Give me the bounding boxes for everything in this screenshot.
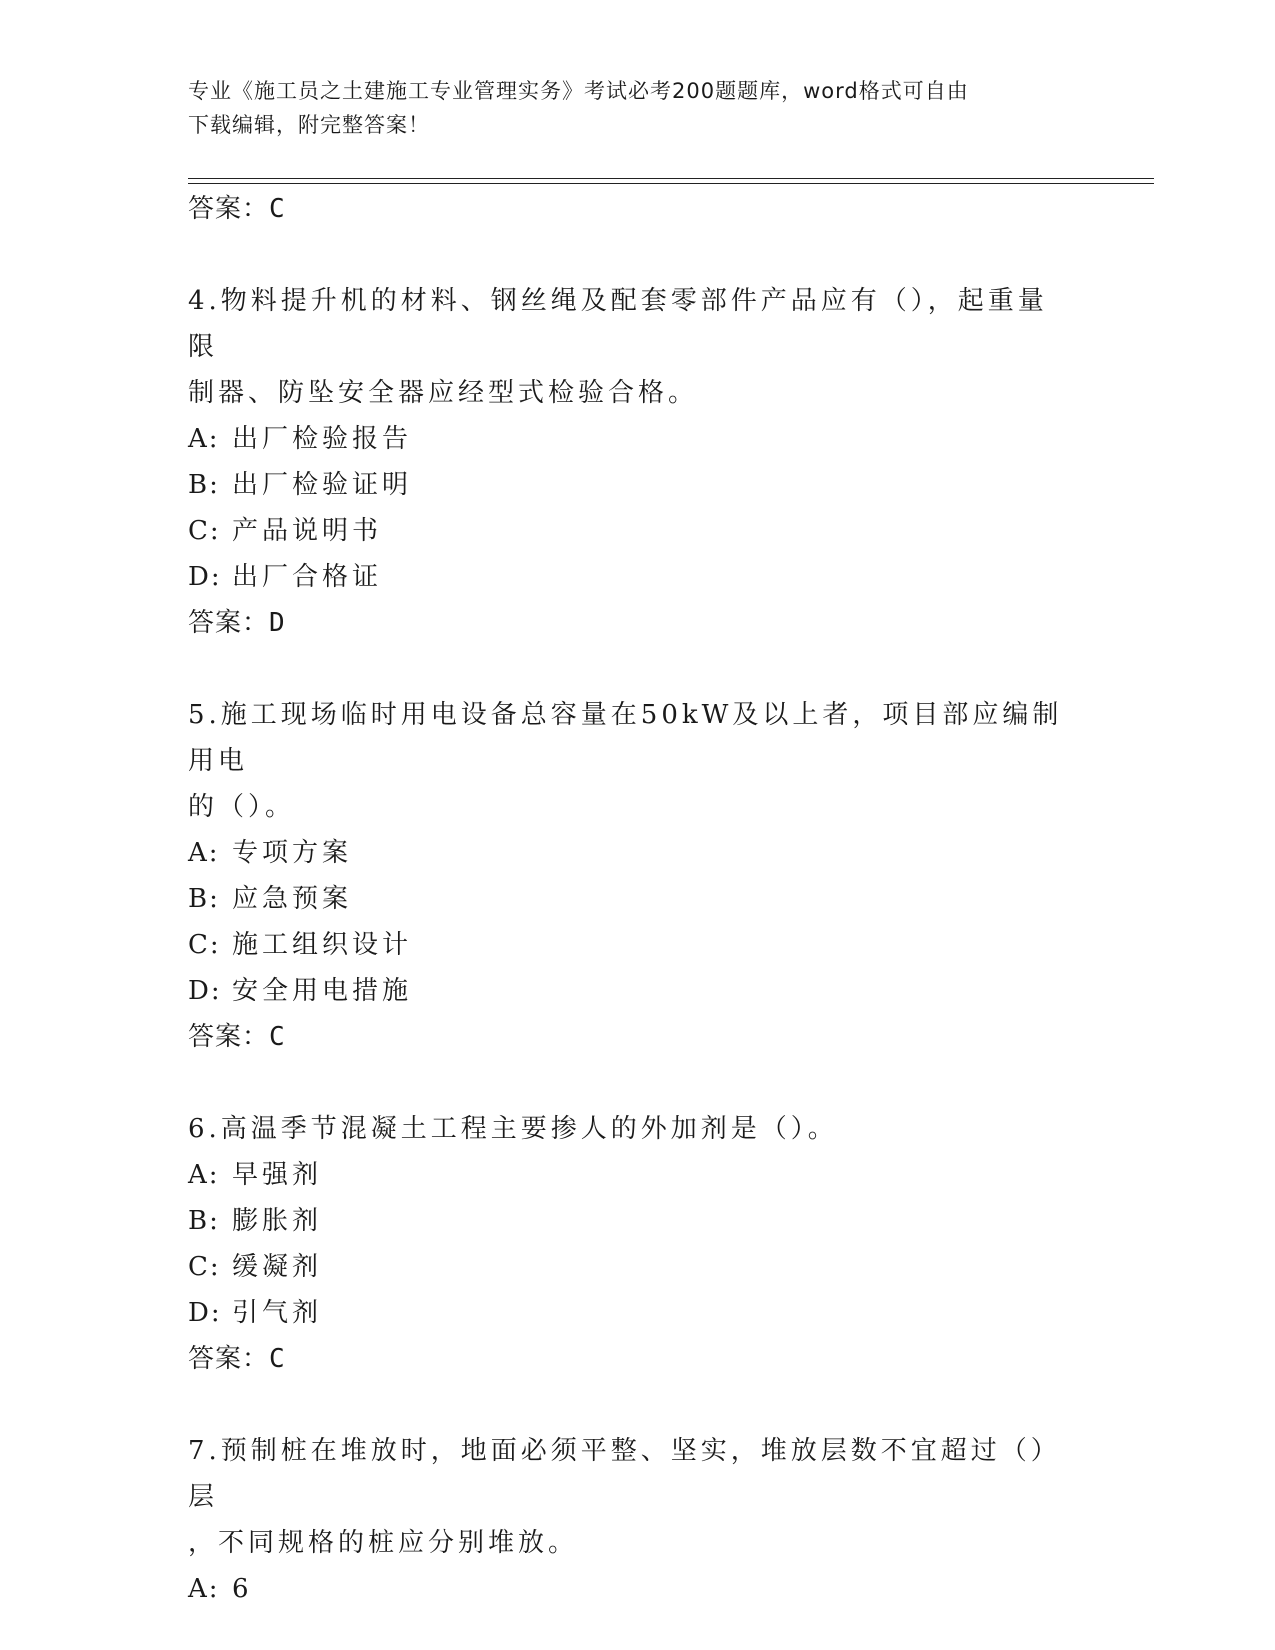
answer-value: D <box>269 608 286 638</box>
question-text-line: 的（）。 <box>188 792 296 822</box>
option-text: 安全用电措施 <box>232 976 413 1006</box>
option-a <box>188 416 1088 462</box>
option-text: 出厂检验报告 <box>232 424 413 454</box>
question-text-line: 7.预制桩在堆放时，地面必须平整、坚实，堆放层数不宜超过（）层 <box>188 1436 1061 1512</box>
option-b <box>188 876 1088 922</box>
question-5 <box>188 692 1088 1060</box>
question-text-line: 4.物料提升机的材料、钢丝绳及配套零部件产品应有（），起重量限 <box>188 286 1048 362</box>
option-key: C: <box>188 930 221 960</box>
option-key: B: <box>188 884 220 914</box>
question-list <box>188 186 1088 1612</box>
answer-label: 答案： <box>188 1022 270 1052</box>
option-key: A: <box>188 1160 220 1190</box>
option-text: 缓凝剂 <box>232 1252 323 1282</box>
answer-line <box>188 186 1088 232</box>
answer-line <box>188 600 1088 646</box>
option-text: 膨胀剂 <box>232 1206 323 1236</box>
question-6 <box>188 1106 1088 1382</box>
answer-label: 答案： <box>188 194 270 224</box>
option-text: 出厂检验证明 <box>232 470 413 500</box>
option-c <box>188 508 1088 554</box>
question-text-line: ，不同规格的桩应分别堆放。 <box>188 1528 579 1558</box>
option-a <box>188 1566 1088 1612</box>
header-line-2: 下载编辑，附完整答案！ <box>188 113 430 137</box>
question-4 <box>188 278 1088 646</box>
option-text: 专项方案 <box>232 838 353 868</box>
question-text <box>188 278 1068 416</box>
option-c <box>188 1244 1088 1290</box>
answer-line <box>188 1336 1088 1382</box>
header-line-1: 专业《施工员之土建施工专业管理实务》考试必考200题题库，word格式可自由 <box>188 79 969 103</box>
answer-value: C <box>269 1344 286 1374</box>
option-key: A: <box>188 838 220 868</box>
option-key: C: <box>188 516 221 546</box>
document-header <box>188 74 1088 142</box>
option-key: D: <box>188 562 222 592</box>
option-text: 6 <box>232 1574 253 1604</box>
question-text <box>188 1428 1068 1566</box>
option-key: D: <box>188 976 222 1006</box>
question-text <box>188 1106 1068 1152</box>
question-text-line: 5.施工现场临时用电设备总容量在50kW及以上者，项目部应编制用电 <box>188 700 1063 776</box>
question-7 <box>188 1428 1088 1612</box>
option-d <box>188 1290 1088 1336</box>
question-text-line: 制器、防坠安全器应经型式检验合格。 <box>188 378 699 408</box>
option-a <box>188 1152 1088 1198</box>
option-b <box>188 1198 1088 1244</box>
option-text: 应急预案 <box>232 884 353 914</box>
header-divider-bottom <box>188 183 1154 184</box>
option-key: C: <box>188 1252 221 1282</box>
option-text: 出厂合格证 <box>232 562 383 592</box>
question-text <box>188 692 1068 830</box>
answer-value: C <box>269 1022 286 1052</box>
option-key: A: <box>188 1574 220 1604</box>
option-text: 产品说明书 <box>232 516 383 546</box>
header-divider-top <box>188 178 1154 179</box>
option-key: A: <box>188 424 220 454</box>
option-text: 早强剂 <box>232 1160 323 1190</box>
option-a <box>188 830 1088 876</box>
answer-value: C <box>269 194 286 224</box>
question-text-line: 6.高温季节混凝土工程主要掺人的外加剂是（）。 <box>188 1114 838 1144</box>
option-d <box>188 968 1088 1014</box>
option-key: D: <box>188 1298 222 1328</box>
option-c <box>188 922 1088 968</box>
answer-line <box>188 1014 1088 1060</box>
option-text: 施工组织设计 <box>232 930 413 960</box>
option-key: B: <box>188 470 220 500</box>
answer-label: 答案： <box>188 1344 270 1374</box>
answer-label: 答案： <box>188 608 270 638</box>
option-text: 引气剂 <box>232 1298 323 1328</box>
option-d <box>188 554 1088 600</box>
option-b <box>188 462 1088 508</box>
option-key: B: <box>188 1206 220 1236</box>
